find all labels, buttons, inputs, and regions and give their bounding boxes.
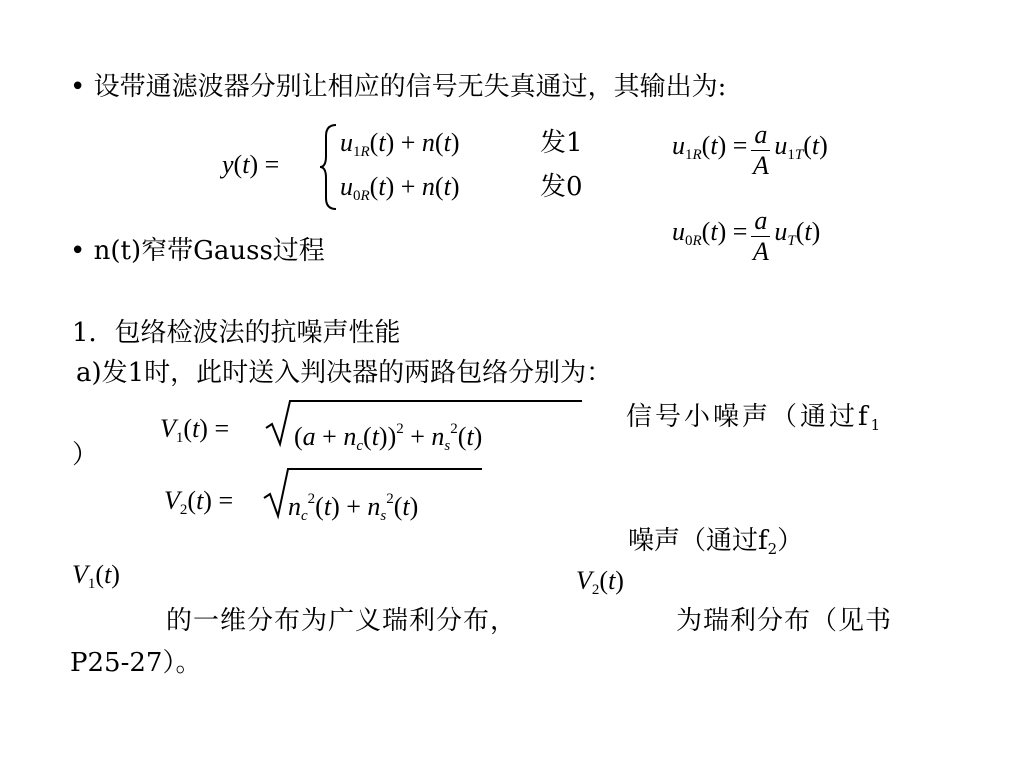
equation-u0R: $u_{0R}(t)$ = $\frac{a}{A}$ $u_T(t)$ xyxy=(672,206,821,266)
v2-distribution-text: 为瑞利分布（见书 xyxy=(676,606,893,636)
piecewise-case-2: $u_{0R}(t) + n(t)$ xyxy=(340,172,460,204)
piecewise-case-1: $u_{1R}(t) + n(t)$ xyxy=(340,128,460,160)
v1-note-close: ） xyxy=(72,440,99,470)
equation-v1-lhs: $V_1(t)$ = xyxy=(160,414,230,446)
v1-note: 信号小噪声（通过$f_1$ xyxy=(626,402,884,434)
bullet-1 xyxy=(70,72,726,102)
bullet-2 xyxy=(70,236,325,266)
piecewise-lhs: y(t) = xyxy=(222,150,280,179)
bullet-marker: • xyxy=(70,236,86,266)
item-a: a)发1时，此时送入判决器的两路包络分别为： xyxy=(76,358,613,388)
v2-label: $V_2(t)$ xyxy=(576,566,624,598)
v1-distribution-text: 的一维分布为广义瑞利分布， xyxy=(166,606,518,636)
case-2-condition: 发0 xyxy=(540,172,583,202)
equation-v2-lhs: $V_2(t)$ = xyxy=(164,486,234,518)
equation-v1-radicand: $(a + n_c(t))^2 + n_s^2(t)$ xyxy=(294,421,483,454)
equation-u1R: $u_{1R}(t)$ = $\frac{a}{A}$ $u_{1T}(t)$ xyxy=(672,120,828,180)
book-reference: P25-27）。 xyxy=(70,648,202,678)
equation-v2-radicand: $n_c^2(t) + n_s^2(t)$ xyxy=(288,491,419,524)
section-title: 1．包络检波法的抗噪声性能 xyxy=(72,318,401,348)
case-1-condition: 发1 xyxy=(540,128,583,158)
bullet-1-text: 设带通滤波器分别让相应的信号无失真通过，其输出为: xyxy=(93,72,727,102)
v1-label: $V_1(t)$ xyxy=(72,560,120,592)
bullet-2-text: n(t)窄带Gauss过程 xyxy=(93,236,325,266)
bullet-marker: • xyxy=(70,72,86,102)
left-brace-icon xyxy=(318,122,340,212)
v2-note: 噪声（通过$f_2$） xyxy=(628,526,804,558)
